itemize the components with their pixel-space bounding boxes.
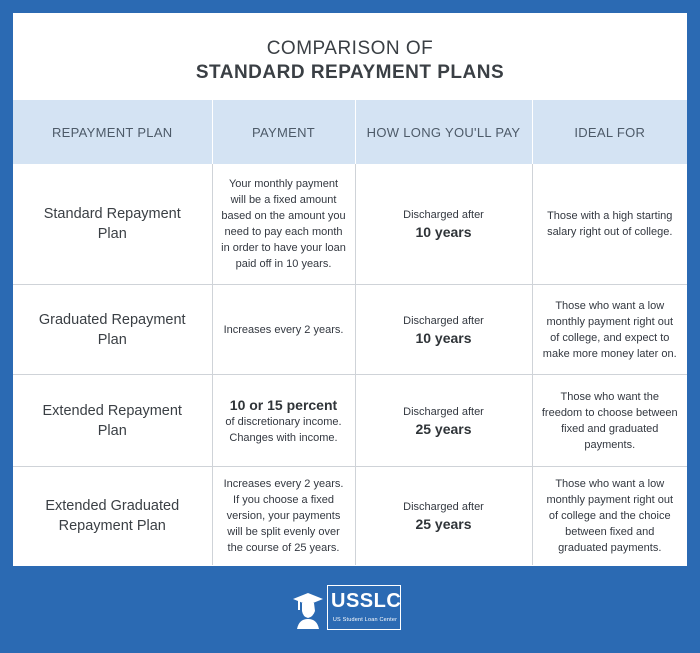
duration-value: 25 years — [415, 420, 472, 437]
ideal-for-cell: Those who want the freedom to choose between fixed and graduated payments. — [532, 375, 687, 467]
logo-box — [327, 585, 401, 630]
plan-name: Extended Repayment Plan — [13, 375, 212, 467]
header-duration: HOW LONG YOU'LL PAY — [355, 100, 532, 164]
title-line1: COMPARISON OF — [266, 38, 434, 59]
duration-value: 25 years — [415, 516, 472, 532]
payment-cell — [212, 164, 355, 285]
comparison-table — [13, 100, 687, 565]
ideal-for-cell: Those who want a low monthly payment right out of college, and expect to make more money later on. — [532, 285, 687, 375]
header-payment: PAYMENT — [212, 100, 355, 164]
comparison-card — [13, 13, 687, 566]
duration-prefix: Discharged after — [403, 405, 484, 418]
header-repayment-plan: REPAYMENT PLAN — [13, 100, 212, 164]
graduate-silhouette-icon — [291, 589, 327, 629]
plan-name: Standard Repayment Plan — [13, 164, 212, 285]
payment-text: of discretionary income. Changes with income. — [225, 415, 342, 444]
header-row — [13, 100, 687, 164]
duration-value: 10 years — [415, 329, 472, 346]
table-row — [13, 375, 687, 467]
ideal-for-cell: Those who want a low monthly payment right out of college and the choice between fixed and graduated payments. — [532, 467, 687, 566]
duration-cell — [355, 285, 532, 375]
title-line2: STANDARD REPAYMENT PLANS — [195, 62, 505, 83]
duration-cell — [355, 467, 532, 566]
plan-name: Graduated Repayment Plan — [13, 285, 212, 375]
duration-prefix: Discharged after — [403, 314, 484, 327]
payment-cell — [212, 285, 355, 375]
duration-value: 10 years — [415, 224, 472, 240]
ideal-for-cell: Those with a high starting salary right out of college. — [547, 210, 673, 238]
payment-text: Increases every 2 years. If you choose a fixed version, your payments will be split evenly over the course of 25 years. — [223, 478, 344, 554]
payment-text: Your monthly payment will be a fixed amount based on the amount you need to pay each month in order to have your loan paid off in 10 years. — [221, 178, 346, 270]
payment-cell — [212, 467, 355, 566]
table-row — [13, 164, 687, 285]
duration-cell — [355, 375, 532, 467]
usslc-logo — [291, 585, 405, 632]
logo-name: USSLC — [331, 590, 402, 612]
header-ideal-for: IDEAL FOR — [532, 100, 687, 164]
title-block — [13, 13, 687, 100]
payment-text: Increases every 2 years. — [223, 323, 344, 336]
table-row — [13, 467, 687, 566]
duration-cell — [355, 164, 532, 285]
table-row — [13, 285, 687, 375]
duration-prefix: Discharged after — [403, 501, 484, 513]
payment-bold: 10 or 15 percent — [229, 396, 338, 413]
logo-tagline: US Student Loan Center — [332, 617, 398, 623]
payment-cell — [212, 375, 355, 467]
duration-prefix: Discharged after — [403, 209, 484, 221]
plan-name: Extended Graduated Repayment Plan — [13, 467, 212, 566]
